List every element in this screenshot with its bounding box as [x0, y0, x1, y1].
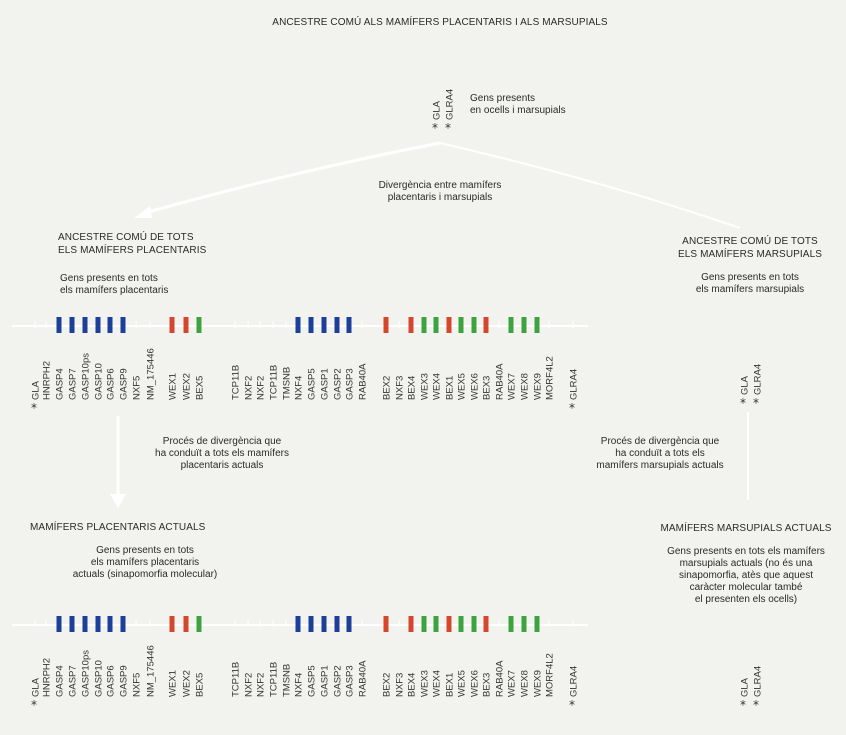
placental-current-gene-marker: [384, 616, 389, 632]
placental-current-gene-tick: [573, 620, 574, 627]
placental-ancestor-gene-label: GASP4: [54, 368, 66, 400]
placental-current-gene-marker: [184, 616, 189, 632]
placental-current-gene-label: WEX9: [532, 670, 544, 697]
placental-current-gene-label: GASP3: [344, 665, 356, 697]
placental-ancestor-gene-label: BEX5: [194, 375, 206, 400]
placental-ancestor-gene-label: NXF2: [243, 375, 255, 400]
placental-ancestor-gene-marker: [535, 317, 540, 333]
placental-current-gene-tick: [235, 620, 236, 627]
placental-ancestor-gene-label: WEX4: [431, 373, 443, 400]
marsupial-ancestor-gene-label: GLRA4: [752, 363, 764, 395]
placental-ancestor-gene-label: NXF3: [394, 375, 406, 400]
placental-current-gene-label: GLRA4: [568, 665, 580, 697]
placental-ancestor-gene-label: RAB40A: [357, 363, 369, 400]
placental-current-gene-label: MORF4L2: [544, 653, 556, 697]
placental-current-gene-label: TMSNB: [281, 663, 293, 697]
placental-current-gene-label: TCP11B: [230, 661, 242, 697]
marsupial-current-gene-label: GLA: [739, 677, 751, 697]
placental-current-gene-label: GASP10ps: [80, 650, 92, 697]
placental-ancestor-gene-marker: [70, 317, 75, 333]
placental-ancestor-gene-marker: [509, 317, 514, 333]
placental-ancestor-gene-tick: [35, 321, 36, 328]
placental-ancestor-gene-label: NM_175446: [145, 348, 157, 400]
divergence-top-label: Divergència entre mamífers placentaris i marsupials: [378, 180, 502, 203]
placental-ancestor-gene-tick: [573, 321, 574, 328]
placental-ancestor-gene-marker: [409, 317, 414, 333]
placental-current-gene-marker: [296, 616, 301, 632]
placental-ancestor-gene-tick: [136, 321, 137, 328]
placental-ancestor-gene-label: GASP10: [93, 363, 105, 400]
placental-current-gene-label: NM_175446: [145, 645, 157, 697]
placental-current-gene-label: GASP10: [93, 660, 105, 697]
placental-current-gene-label: WEX7: [506, 670, 518, 697]
placental-ancestor-gene-tick: [235, 321, 236, 328]
placental-current-gene-tick: [46, 620, 47, 627]
placental-ancestor-gene-marker: [296, 317, 301, 333]
placental-current-gene-marker: [309, 616, 314, 632]
placental-ancestor-gene-marker: [57, 317, 62, 333]
placental-ancestor-gene-marker: [522, 317, 527, 333]
placental-ancestor-gene-tick: [286, 321, 287, 328]
placental-ancestor-gene-tick: [273, 321, 274, 328]
placental-ancestor-gene-marker: [170, 317, 175, 333]
placental-current-gene-marker: [322, 616, 327, 632]
ancestor-all-genes-note: Gens presents en ocells i marsupials: [470, 93, 566, 116]
placental-ancestor-title: ANCESTRE COMÚ DE TOTS ELS MAMÍFERS PLACENTARIS: [58, 232, 207, 256]
ancestor-all-gene-star: *: [432, 121, 438, 135]
placental-ancestor-gene-marker: [347, 317, 352, 333]
placental-ancestor-gene-marker: [484, 317, 489, 333]
placental-current-gene-marker: [121, 616, 126, 632]
placental-current-gene-label: BEX4: [406, 672, 418, 697]
placental-ancestor-gene-label: RAB40A: [494, 363, 506, 400]
placental-current-gene-label: GLA: [30, 677, 42, 697]
placental-current-gene-tick: [248, 620, 249, 627]
placental-ancestor-note: Gens presents en tots els mamífers placentaris: [60, 273, 169, 296]
placental-current-gene-marker: [170, 616, 175, 632]
placental-ancestor-gene-label: WEX9: [532, 373, 544, 400]
placental-ancestor-gene-label: WEX2: [181, 373, 193, 400]
marsupial-current-gene-label: GLRA4: [752, 665, 764, 697]
placental-current-note: Gens presents en tots els mamífers placentaris actuals (sinapomorfia molecular): [72, 545, 218, 580]
placental-ancestor-gene-marker: [83, 317, 88, 333]
placental-current-gene-marker: [447, 616, 452, 632]
placental-current-gene-label: WEX3: [419, 670, 431, 697]
placental-ancestor-gene-tick: [362, 321, 363, 328]
placental-ancestor-gene-label: GASP5: [306, 368, 318, 400]
ancestor-all-gene-label: GLA: [431, 100, 443, 120]
placental-current-gene-marker: [484, 616, 489, 632]
placental-ancestor-gene-label: TCP11B: [268, 364, 280, 400]
placental-ancestor-gene-tick: [248, 321, 249, 328]
placental-current-gene-marker: [57, 616, 62, 632]
marsupial-current-gene-star: *: [740, 698, 746, 712]
placental-descent-arrowhead: [110, 494, 126, 508]
placental-current-gene-label: BEX1: [444, 672, 456, 697]
marsupial-current-note: Gens presents en tots els mamífers marsupials actuals (no és una sinapomorfia, atès que aquest caràcter molecular també el presenten els ocells): [667, 546, 825, 605]
placental-ancestor-gene-label: WEX3: [419, 373, 431, 400]
placental-ancestor-gene-tick: [46, 321, 47, 328]
placental-ancestor-gene-label: GASP3: [344, 368, 356, 400]
placental-ancestor-gene-label: MORF4L2: [544, 356, 556, 400]
placental-ancestor-gene-label: WEX6: [469, 373, 481, 400]
placental-ancestor-gene-label: NXF5: [131, 375, 143, 400]
placental-current-gene-label: BEX2: [381, 672, 393, 697]
marsupial-current-title: MAMÍFERS MARSUPIALS ACTUALS: [660, 523, 832, 534]
placental-ancestor-gene-tick: [150, 321, 151, 328]
placental-ancestor-gene-label: NXF2: [255, 375, 267, 400]
placental-current-gene-marker: [459, 616, 464, 632]
marsupial-ancestor-gene-star: *: [740, 396, 746, 410]
placental-current-gene-tick: [150, 620, 151, 627]
marsupial-current-gene-star: *: [753, 698, 759, 712]
placental-ancestor-gene-marker: [184, 317, 189, 333]
placental-current-gene-marker: [197, 616, 202, 632]
placental-current-gene-marker: [108, 616, 113, 632]
placental-current-gene-marker: [335, 616, 340, 632]
placental-current-gene-label: GASP6: [105, 665, 117, 697]
placental-ancestor-gene-label: WEX8: [519, 373, 531, 400]
placental-current-gene-label: GASP5: [306, 665, 318, 697]
placental-ancestor-gene-row: [12, 317, 588, 415]
placental-current-gene-tick: [399, 620, 400, 627]
placental-ancestor-gene-label: NXF4: [293, 375, 305, 400]
placental-current-gene-marker: [522, 616, 527, 632]
marsupial-ancestor-note: Gens presents en tots els mamífers marsupials: [695, 272, 805, 295]
placental-ancestor-gene-marker: [96, 317, 101, 333]
placental-ancestor-gene-tick: [499, 321, 500, 328]
placental-current-gene-row: [12, 616, 588, 712]
placental-ancestor-gene-marker: [459, 317, 464, 333]
placental-current-gene-tick: [136, 620, 137, 627]
placental-current-gene-label: NXF2: [243, 672, 255, 697]
placental-ancestor-gene-label: GLRA4: [568, 368, 580, 400]
placental-current-gene-tick: [35, 620, 36, 627]
divergence-placental-label: Procés de divergència que ha conduït a tots els mamífers placentaris actuals: [155, 436, 289, 471]
placental-current-gene-marker: [472, 616, 477, 632]
placental-ancestor-gene-marker: [335, 317, 340, 333]
placental-current-gene-marker: [347, 616, 352, 632]
placental-current-gene-label: WEX4: [431, 670, 443, 697]
placental-ancestor-gene-marker: [422, 317, 427, 333]
placental-current-gene-tick: [549, 620, 550, 627]
placental-ancestor-gene-label: WEX1: [167, 373, 179, 400]
placental-ancestor-gene-label: BEX2: [381, 375, 393, 400]
placental-current-gene-star: *: [569, 698, 575, 712]
placental-current-gene-label: GASP9: [118, 665, 130, 697]
placental-current-gene-tick: [362, 620, 363, 627]
placental-ancestor-gene-label: GASP10ps: [80, 353, 92, 400]
placental-current-gene-label: GASP2: [332, 665, 344, 697]
placental-current-gene-label: GASP7: [67, 665, 79, 697]
placental-current-gene-marker: [535, 616, 540, 632]
placental-current-gene-star: *: [31, 698, 37, 712]
placental-current-gene-label: NXF3: [394, 672, 406, 697]
placental-ancestor-gene-marker: [434, 317, 439, 333]
placental-ancestor-gene-label: GLA: [30, 380, 42, 400]
placental-ancestor-gene-label: HNRPH2: [41, 360, 53, 400]
placental-ancestor-gene-marker: [447, 317, 452, 333]
marsupial-ancestor-gene-label: GLA: [739, 375, 751, 395]
placental-ancestor-gene-tick: [549, 321, 550, 328]
placental-ancestor-gene-label: WEX5: [456, 373, 468, 400]
marsupial-ancestor-title: ANCESTRE COMÚ DE TOTS ELS MAMÍFERS MARSUPIALS: [678, 236, 822, 260]
placental-ancestor-gene-marker: [309, 317, 314, 333]
ancestor-all-gene-star: *: [445, 121, 451, 135]
placental-ancestor-gene-marker: [197, 317, 202, 333]
placental-current-gene-label: RAB40A: [494, 660, 506, 697]
placental-ancestor-gene-marker: [384, 317, 389, 333]
placental-current-gene-label: WEX1: [167, 670, 179, 697]
placental-current-gene-label: WEX8: [519, 670, 531, 697]
placental-ancestor-gene-label: BEX3: [481, 375, 493, 400]
placental-current-gene-label: RAB40A: [357, 660, 369, 697]
placental-ancestor-gene-tick: [399, 321, 400, 328]
placental-current-gene-label: NXF4: [293, 672, 305, 697]
placental-current-gene-tick: [499, 620, 500, 627]
divergence-marsupial-label: Procés de divergència que ha conduït a tots els mamífers marsupials actuals: [596, 436, 724, 471]
placental-current-gene-marker: [83, 616, 88, 632]
placental-current-gene-tick: [273, 620, 274, 627]
placental-current-gene-tick: [286, 620, 287, 627]
placental-ancestor-gene-label: WEX7: [506, 373, 518, 400]
placental-ancestor-gene-label: BEX1: [444, 375, 456, 400]
ancestor-all-gene-label: GLRA4: [444, 88, 456, 120]
placental-ancestor-gene-star: *: [569, 401, 575, 415]
marsupial-ancestor-gene-star: *: [753, 396, 759, 410]
placental-current-gene-marker: [434, 616, 439, 632]
placental-ancestor-gene-star: *: [31, 401, 37, 415]
placental-current-gene-label: WEX6: [469, 670, 481, 697]
placental-current-gene-marker: [509, 616, 514, 632]
divergence-arrowhead-left: [134, 206, 152, 218]
placental-current-gene-label: GASP1: [319, 665, 331, 697]
placental-current-gene-label: GASP4: [54, 665, 66, 697]
placental-ancestor-gene-label: GASP6: [105, 368, 117, 400]
ancestor-all-title: ANCESTRE COMÚ ALS MAMÍFERS PLACENTARIS I ALS MARSUPIALS: [272, 17, 608, 28]
placental-ancestor-gene-marker: [472, 317, 477, 333]
placental-ancestor-gene-marker: [108, 317, 113, 333]
placental-current-gene-marker: [96, 616, 101, 632]
placental-current-gene-label: WEX5: [456, 670, 468, 697]
placental-current-gene-marker: [409, 616, 414, 632]
placental-ancestor-gene-label: GASP7: [67, 368, 79, 400]
placental-current-gene-label: BEX5: [194, 672, 206, 697]
placental-current-gene-tick: [260, 620, 261, 627]
placental-current-title: MAMÍFERS PLACENTARIS ACTUALS: [30, 522, 206, 533]
placental-ancestor-gene-label: BEX4: [406, 375, 418, 400]
placental-current-gene-label: WEX2: [181, 670, 193, 697]
placental-ancestor-gene-tick: [260, 321, 261, 328]
placental-current-gene-label: TCP11B: [268, 661, 280, 697]
placental-ancestor-gene-label: TCP11B: [230, 364, 242, 400]
placental-current-gene-label: NXF5: [131, 672, 143, 697]
placental-ancestor-gene-label: GASP1: [319, 368, 331, 400]
placental-current-gene-marker: [70, 616, 75, 632]
placental-ancestor-gene-label: TMSNB: [281, 366, 293, 400]
placental-current-gene-label: HNRPH2: [41, 657, 53, 697]
placental-current-gene-label: BEX3: [481, 672, 493, 697]
placental-ancestor-gene-label: GASP9: [118, 368, 130, 400]
placental-current-gene-label: NXF2: [255, 672, 267, 697]
placental-ancestor-gene-marker: [121, 317, 126, 333]
placental-ancestor-gene-label: GASP2: [332, 368, 344, 400]
placental-ancestor-gene-marker: [322, 317, 327, 333]
placental-current-gene-marker: [422, 616, 427, 632]
